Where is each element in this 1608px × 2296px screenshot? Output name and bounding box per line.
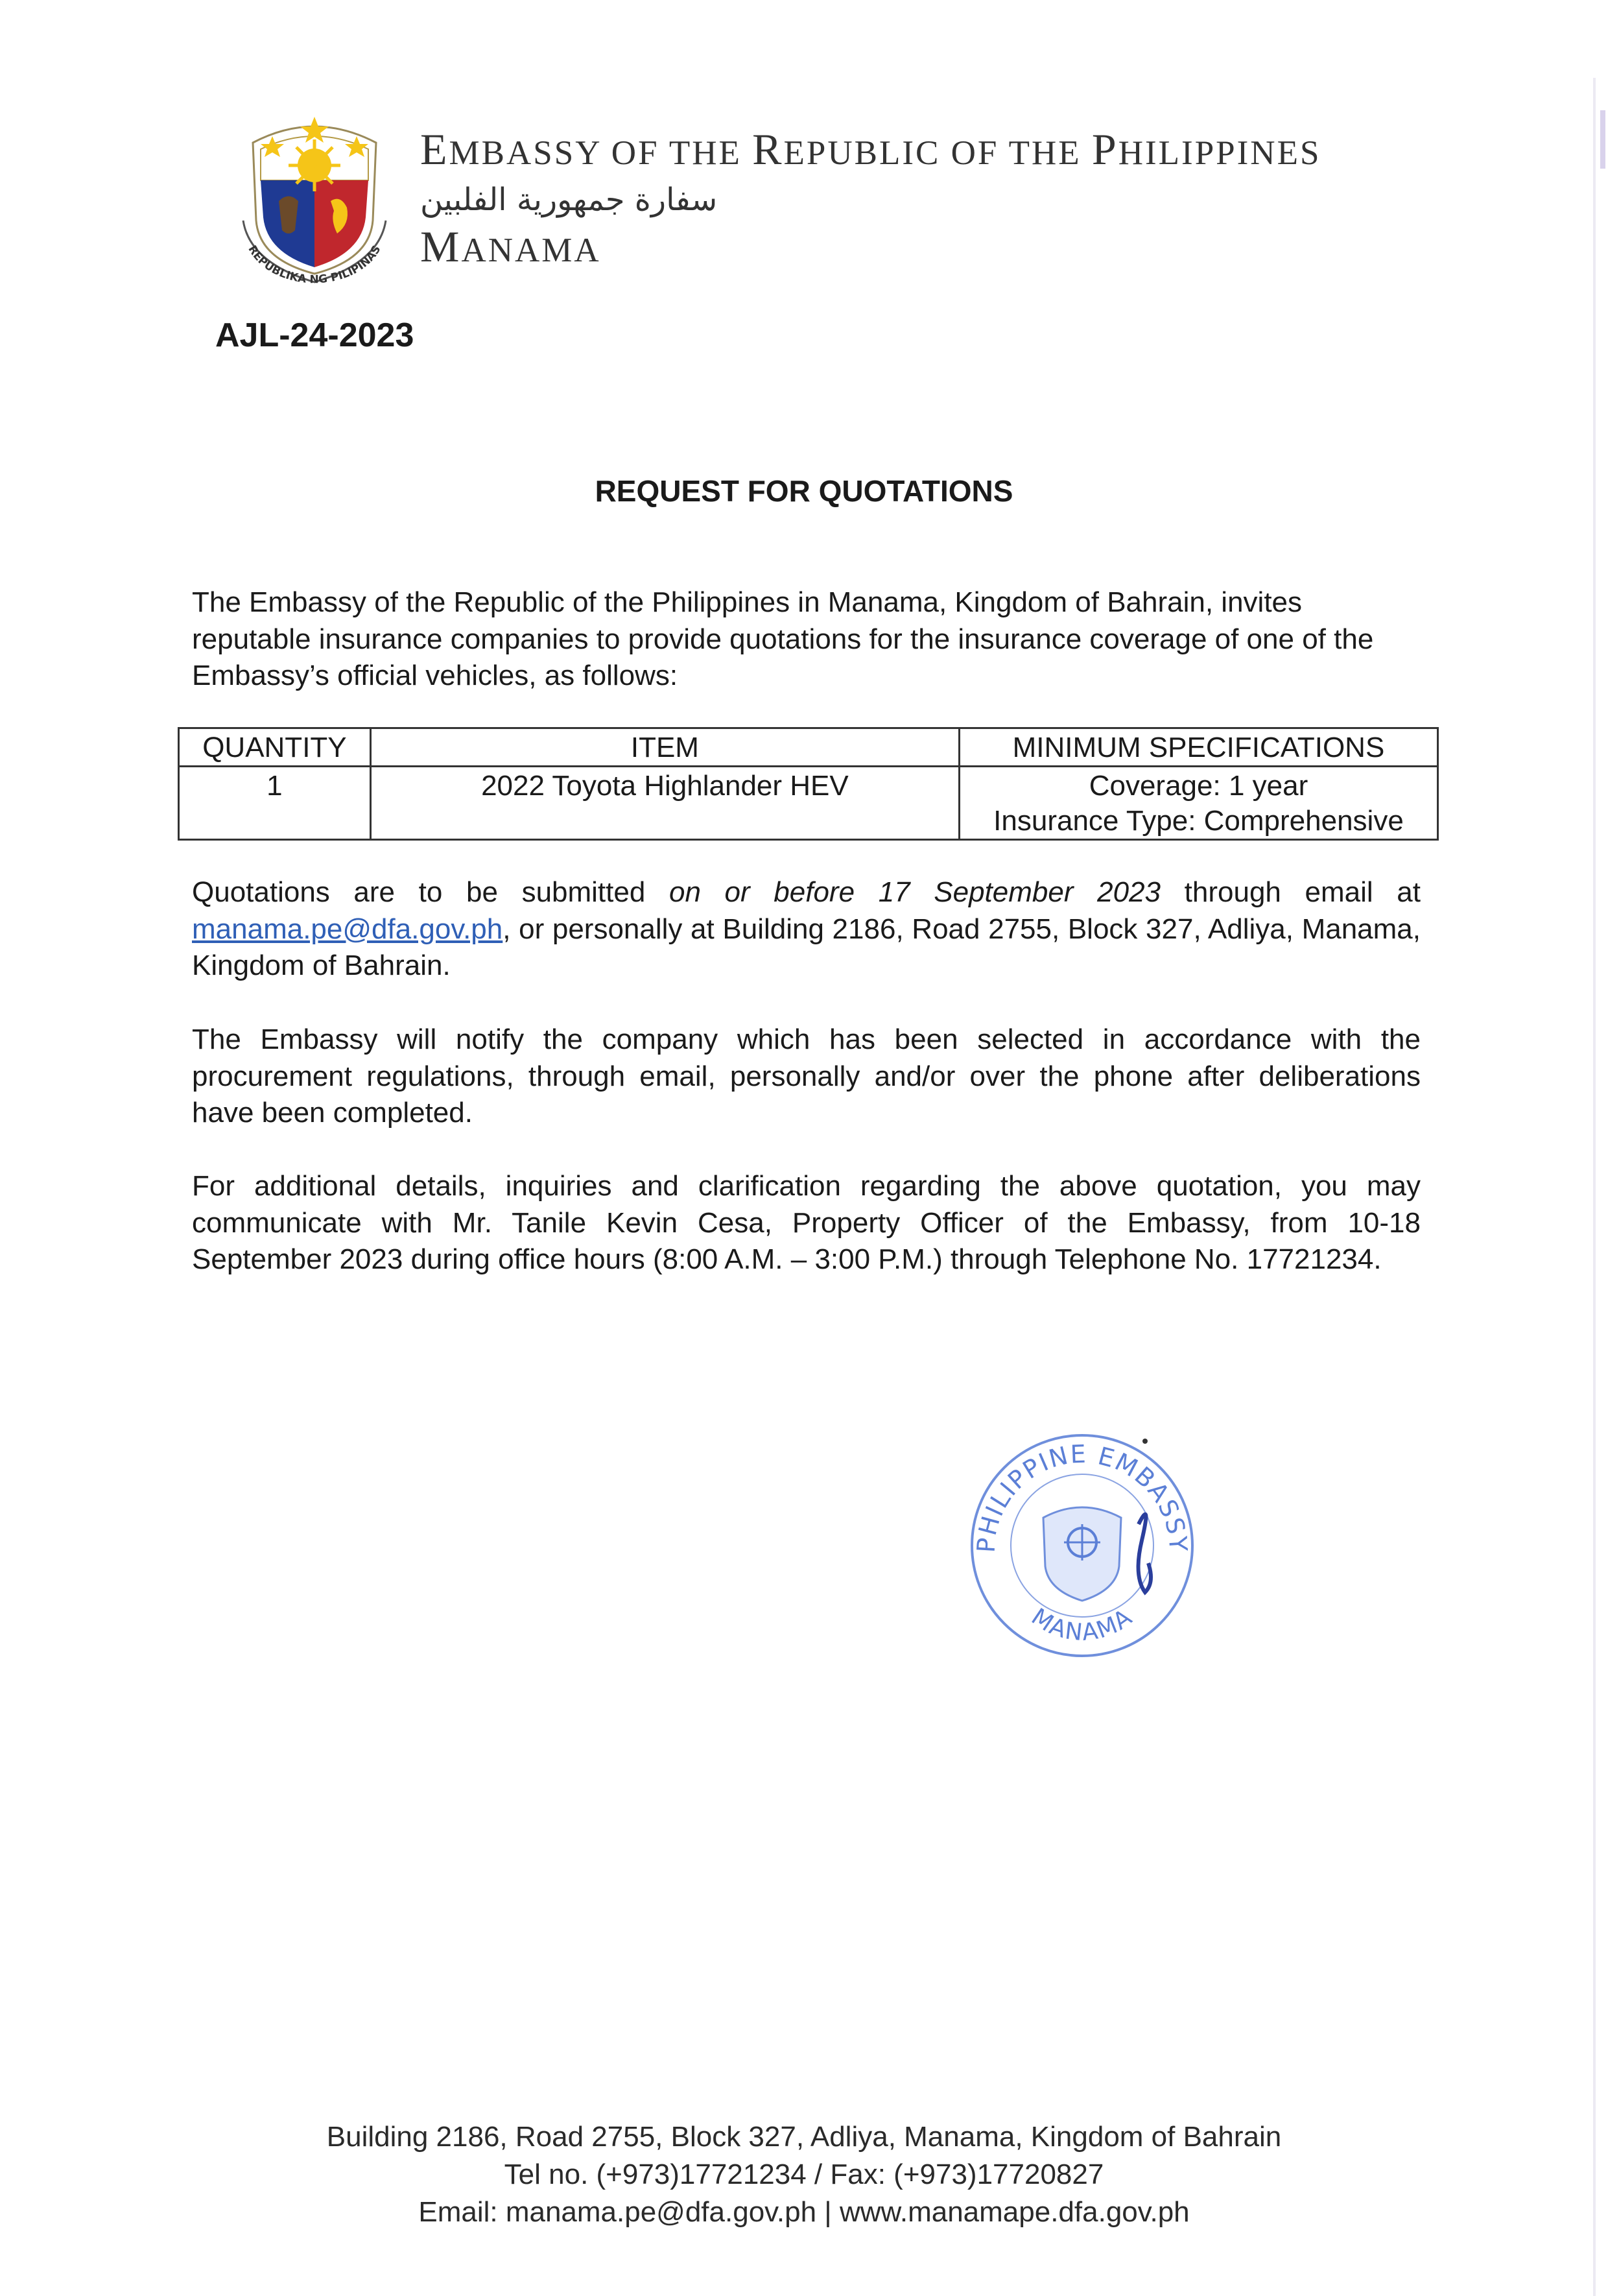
footer-phone: Tel no. (+973)17721234 / Fax: (+973)17720827: [504, 2158, 1104, 2190]
document-title: REQUEST FOR QUOTATIONS: [595, 474, 1013, 508]
embassy-stamp-icon: [964, 1427, 1201, 1664]
cell-item: 2022 Toyota Highlander HEV: [370, 767, 959, 840]
cell-specifications: [959, 767, 1437, 840]
submission-paragraph: Quotations are to be submitted on or before 17 September 2023 through email at manama.pe@dfa.gov.ph, or personally at Building 2186, Road 2755, Block 327, Adliya, Manama, Kingdom of Bahrain.: [192, 876, 1421, 981]
deadline-text: on or before 17 September 2023: [668, 876, 1161, 908]
table-row: [179, 767, 1438, 840]
page-footer: [0, 2118, 1608, 2231]
spec-coverage: Coverage: 1 year: [1089, 770, 1308, 802]
svg-text:MANAMA: [1026, 1603, 1137, 1646]
table-header-row: [179, 728, 1438, 767]
embassy-letterhead: [420, 123, 1321, 276]
page-edge-shadow: [1593, 78, 1596, 2296]
page-edge-mark: [1600, 110, 1605, 169]
footer-address: Building 2186, Road 2755, Block 327, Adliya, Manama, Kingdom of Bahrain: [326, 2121, 1282, 2153]
seal-caption: REPUBLIKA NG PILIPINAS: [245, 243, 384, 287]
embassy-city: MANAMA: [420, 222, 601, 271]
embassy-name: EMBASSY OF THE REPUBLIC OF THE PHILIPPINES: [420, 125, 1321, 174]
notification-paragraph: The Embassy will notify the company which has been selected in accordance with the procurement regulations, through email, personally and/or over the phone after deliberations have been completed.: [192, 1023, 1421, 1129]
column-header-specifications: MINIMUM SPECIFICATIONS: [959, 728, 1437, 767]
stamp-top-text: PHILIPPINE EMBASSY: [971, 1439, 1193, 1554]
footer-web: Email: manama.pe@dfa.gov.ph | www.manamape.dfa.gov.ph: [418, 2196, 1190, 2228]
stamp-bottom-text: MANAMA: [1026, 1603, 1138, 1647]
quotation-table: [178, 727, 1439, 841]
intro-paragraph: The Embassy of the Republic of the Philippines in Manama, Kingdom of Bahrain, invites reputable insurance companies to provide quotations for the insurance coverage of one of the Embassy’s official vehicles, as follows:: [192, 586, 1374, 691]
column-header-item: ITEM: [370, 728, 959, 767]
column-header-quantity: QUANTITY: [179, 728, 371, 767]
reference-number: AJL-24-2023: [215, 317, 414, 354]
spec-insurance-type: Insurance Type: Comprehensive: [993, 805, 1404, 837]
contact-paragraph: For additional details, inquiries and clarification regarding the above quotation, you may communicate with Mr. Tanile Kevin Cesa, Property Officer of the Embassy, from 10-18 September 2023 during office hours (8:00 A.M. – 3:00 P.M.) through Telephone No. 17721234.: [192, 1170, 1421, 1275]
cell-quantity: 1: [179, 767, 371, 840]
email-link[interactable]: manama.pe@dfa.gov.ph: [192, 913, 503, 945]
philippine-coat-of-arms-icon: [227, 104, 402, 305]
embassy-name-arabic: سفارة جمهورية الفلبين: [420, 182, 718, 218]
